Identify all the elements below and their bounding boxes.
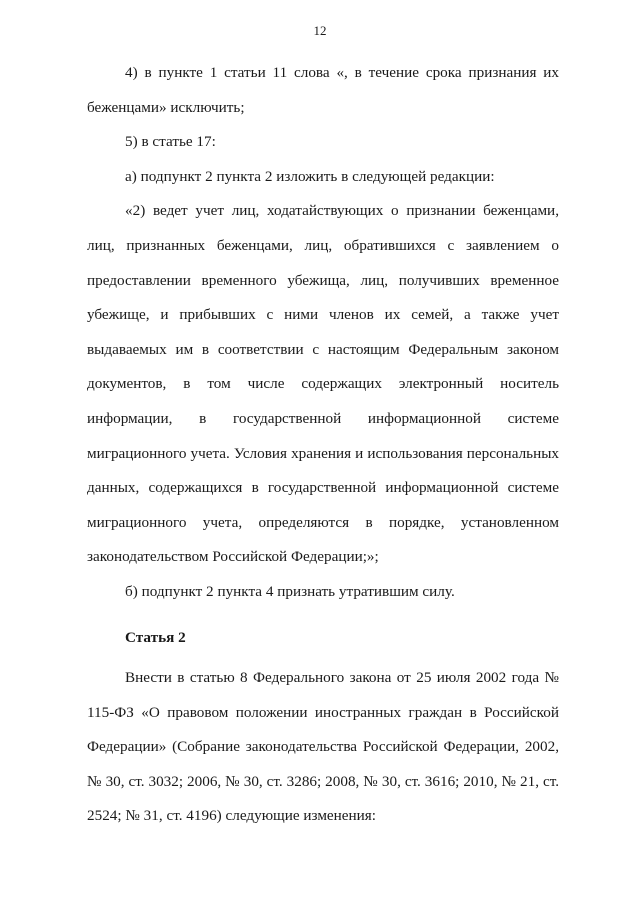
document-body	[87, 56, 559, 834]
paragraph-quoted-subitem-2: «2) ведет учет лиц, ходатайствующих о признании беженцами, лиц, признанных беженцами, лиц, обратившихся с заявлением о предоставлении временного убежища, лиц, получивших временное убежище, и прибывших с ними членов их семей, а также учет выдаваемых им в соответствии с настоящим Федеральным законом документов, в том числе содержащих электронный носитель информации, в государственной информационной системе миграционного учета. Условия хранения и использования персональных данных, содержащихся в государственной информационной системе миграционного учета, определяются в порядке, установленном законодательством Российской Федерации;»;	[87, 202, 559, 566]
paragraph-item-5a: а) подпункт 2 пункта 2 изложить в следующей редакции:	[125, 167, 495, 185]
paragraph-item-5: 5) в статье 17:	[125, 133, 216, 151]
page-number: 12	[313, 23, 327, 38]
article-2-paragraph: Внести в статью 8 Федерального закона от 25 июля 2002 года № 115-ФЗ «О правовом положении иностранных граждан в Российской Федерации» (Собрание законодательства Российской Федерации, 2002, № 30, ст. 3032; 2006, № 30, ст. 3286; 2008, № 30, ст. 3616; 2010, № 21, ст. 2524; № 31, ст. 4196) следующие изменения:	[87, 669, 559, 825]
paragraph-item-4: 4) в пункте 1 статьи 11 слова «, в течение срока признания их беженцами» исключить;	[87, 64, 559, 116]
paragraph-item-5b: б) подпункт 2 пункта 4 признать утратившим силу.	[125, 582, 455, 600]
article-2-heading: Статья 2	[125, 628, 186, 646]
